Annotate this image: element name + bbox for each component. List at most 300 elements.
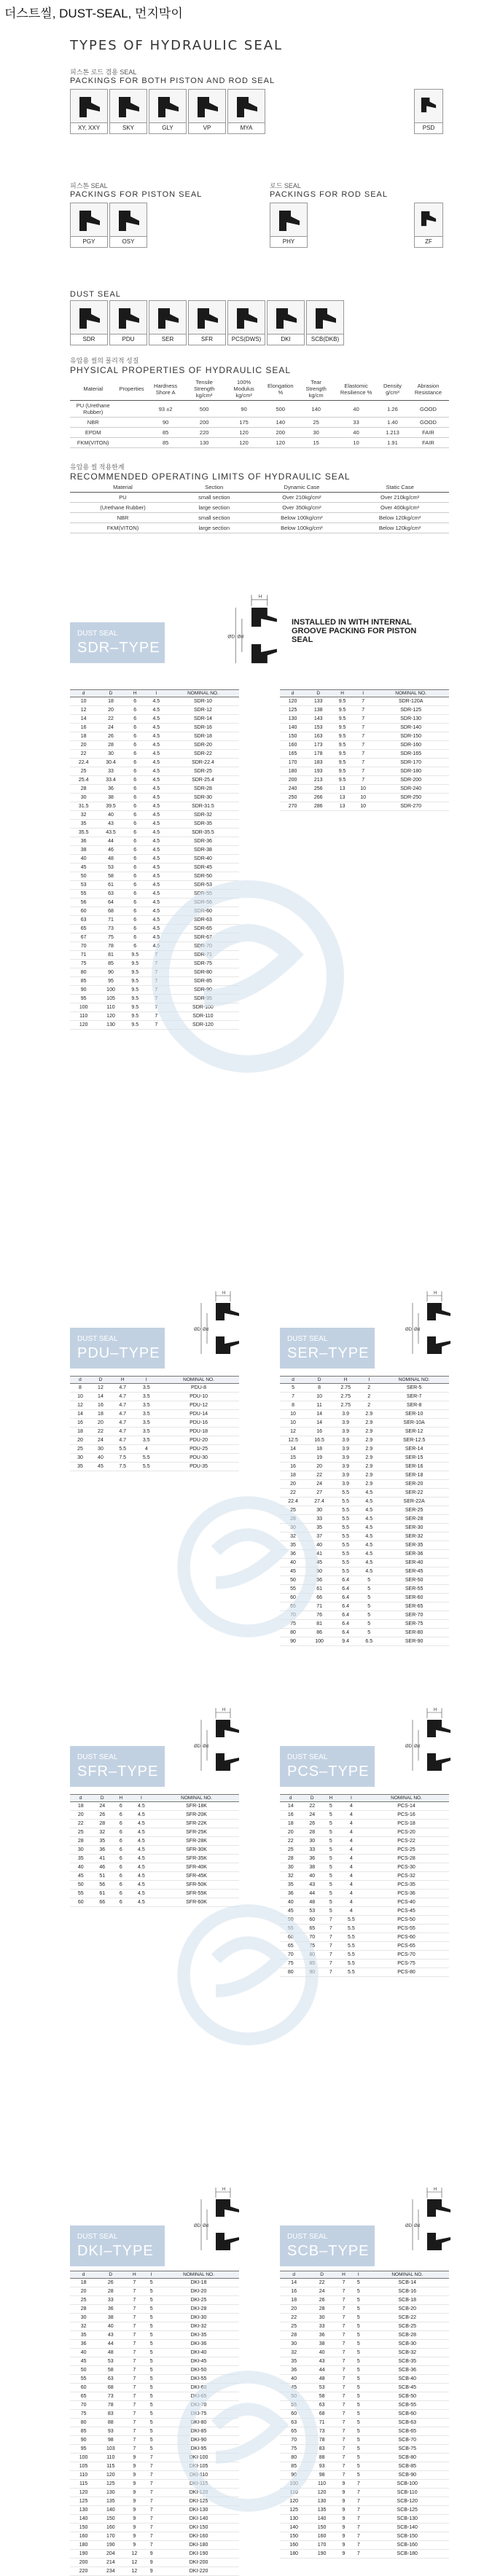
table-cell: 2.9 <box>359 1463 379 1471</box>
table-cell <box>116 438 147 448</box>
table-cell: NBR <box>70 513 176 523</box>
table-cell: 140 <box>280 2524 308 2532</box>
table-cell: 22 <box>70 1820 91 1828</box>
table-cell: 9.5 <box>125 951 146 960</box>
table-cell: 140 <box>297 401 335 418</box>
table-row <box>280 1393 449 1401</box>
table-cell: 7 <box>124 2357 144 2366</box>
table-cell: SER-30 <box>379 1524 449 1532</box>
table-cell: 80 <box>70 2419 97 2427</box>
column-header: D <box>97 690 124 697</box>
table-cell: DKI-32 <box>158 2322 239 2331</box>
dust-thumbs <box>70 300 344 345</box>
column-header: Density g/cm³ <box>378 377 407 401</box>
table-cell: 90 <box>70 986 97 995</box>
table-cell: 5 <box>323 1881 339 1890</box>
table-cell: 20 <box>280 1828 301 1837</box>
table-cell: 30 <box>70 1454 90 1463</box>
sfr-banner-small: DUST SEAL <box>77 1753 118 1761</box>
table-cell: 4.5 <box>146 829 167 837</box>
sfr-banner-big: SFR–TYPE <box>77 1763 159 1780</box>
table-cell: 4.7 <box>111 1410 135 1419</box>
table-cell: 75 <box>97 933 124 942</box>
table-cell: 4.5 <box>146 855 167 864</box>
table-cell: DKI-35 <box>158 2331 239 2340</box>
table-cell: 6.4 <box>332 1620 359 1629</box>
table-cell: 6 <box>125 907 146 916</box>
table-cell: SDR-130 <box>372 715 449 724</box>
table-cell: 11 <box>306 1401 332 1410</box>
table-cell: 25 <box>297 418 335 428</box>
table-cell: 7 <box>144 2454 158 2462</box>
table-cell: 28 <box>70 1837 91 1846</box>
table-cell: SER-5 <box>379 1384 449 1393</box>
table-cell: SDR-95 <box>167 995 239 1003</box>
table-cell: 7 <box>124 2331 144 2340</box>
table-cell: 9.5 <box>125 1021 146 1030</box>
table-header-row <box>280 1795 449 1802</box>
table-cell: 18 <box>70 1428 90 1436</box>
table-cell: 40 <box>280 1898 301 1907</box>
table-cell: 60 <box>280 1933 301 1942</box>
table-cell: 25 <box>280 1506 306 1515</box>
table-cell: 30 <box>306 1506 332 1515</box>
table-cell: 130 <box>70 2506 97 2515</box>
table-cell: 7 <box>124 2392 144 2401</box>
table-cell: 58 <box>97 872 124 881</box>
table-cell: 140 <box>70 2515 97 2524</box>
table-cell: 6.4 <box>332 1611 359 1620</box>
table-cell: 125 <box>70 2497 97 2506</box>
table-cell: SDR-25 <box>167 767 239 776</box>
table-cell: 45 <box>280 1567 306 1576</box>
table-cell: 234 <box>97 2567 124 2576</box>
limits-kr: 유압용 씰 적용한계 <box>70 463 125 471</box>
pdu-banner <box>70 1328 165 1369</box>
table-cell: 5 <box>351 2471 365 2480</box>
table-cell: 16 <box>280 1463 306 1471</box>
table-cell: DKI-18 <box>158 2279 239 2287</box>
table-cell: SDR-160 <box>372 741 449 750</box>
table-cell: 7 <box>336 2427 351 2436</box>
table-cell: 45 <box>70 864 97 872</box>
table-cell: 5 <box>144 2375 158 2384</box>
table-cell: 130 <box>97 2489 124 2497</box>
table-cell: 9.5 <box>125 968 146 977</box>
table-cell: 78 <box>97 942 124 951</box>
table-cell: SFR-25K <box>154 1828 239 1837</box>
table-cell: 30 <box>280 2340 308 2349</box>
table-cell: 35 <box>91 1837 112 1846</box>
table-cell: 4.5 <box>146 907 167 916</box>
table-row <box>70 2287 239 2296</box>
dki-banner <box>70 2225 165 2266</box>
table-cell: 6 <box>125 776 146 785</box>
table-cell: 5 <box>359 1585 379 1594</box>
table-row <box>70 776 239 785</box>
table-cell: 7 <box>336 2436 351 2445</box>
table-cell: PDU-8 <box>158 1384 239 1393</box>
table-row <box>70 2279 239 2287</box>
table-cell: SDR-28 <box>167 785 239 794</box>
table-row <box>70 1811 239 1820</box>
scb-banner-big: SCB–TYPE <box>287 2243 370 2259</box>
seal-thumb-label: SER <box>149 334 186 345</box>
table-cell: SDR-270 <box>372 802 449 811</box>
table-cell: 30 <box>70 2314 97 2322</box>
table-cell: 7 <box>336 2322 351 2331</box>
table-cell: DKI-110 <box>158 2471 239 2480</box>
svg-text:H: H <box>434 2188 437 2192</box>
table-row <box>70 1410 239 1419</box>
column-header: Tear Strength kg/cm <box>297 377 335 401</box>
seal-thumb-label: MYA <box>228 122 265 133</box>
table-cell: 30 <box>280 1863 301 1872</box>
table-cell: 9 <box>336 2480 351 2489</box>
table-cell: 120 <box>280 697 305 706</box>
table-cell: 5 <box>144 2287 158 2296</box>
table-cell: DKI-85 <box>158 2427 239 2436</box>
table-row <box>280 767 449 776</box>
table-cell: 7.5 <box>111 1454 135 1463</box>
table-cell: 30 <box>297 428 335 438</box>
table-cell: 43 <box>308 2357 335 2366</box>
table-cell: 18 <box>90 1410 111 1419</box>
table-cell: 6 <box>125 794 146 802</box>
table-cell: 9.5 <box>331 715 354 724</box>
table-cell: 4.5 <box>146 706 167 715</box>
table-cell: 90 <box>147 418 184 428</box>
table-cell: 6 <box>125 890 146 899</box>
table-cell: 9 <box>336 2506 351 2515</box>
table-cell: SER-50 <box>379 1576 449 1585</box>
table-cell: SCB-80 <box>365 2454 449 2462</box>
table-row <box>280 1802 449 1811</box>
table-cell: 95 <box>70 995 97 1003</box>
table-cell: 10 <box>354 802 372 811</box>
table-cell: 18 <box>70 732 97 741</box>
table-cell: 2.9 <box>359 1471 379 1480</box>
table-cell: DKI-70 <box>158 2401 239 2410</box>
table-cell: 240 <box>280 785 305 794</box>
column-header: Material <box>70 377 116 401</box>
table-cell: 2.9 <box>359 1428 379 1436</box>
table-cell: 120 <box>225 438 264 448</box>
table-row <box>70 1436 239 1445</box>
table-cell: 40 <box>301 1872 322 1881</box>
table-cell: 4.5 <box>146 776 167 785</box>
table-row <box>280 741 449 750</box>
table-cell: 5.5 <box>332 1489 359 1498</box>
table-cell: 5 <box>280 1384 306 1393</box>
table-cell: PCS-70 <box>364 1951 449 1960</box>
seal-thumb-label: ZF <box>415 236 442 247</box>
table-cell: 30 <box>301 1837 322 1846</box>
table-cell: SDR-50 <box>167 872 239 881</box>
table-cell: 9.5 <box>125 986 146 995</box>
table-cell: 193 <box>305 767 331 776</box>
table-cell: 140 <box>308 2515 335 2524</box>
table-cell: 90 <box>97 968 124 977</box>
table-cell: 160 <box>70 2532 97 2541</box>
table-cell: PDU-10 <box>158 1393 239 1401</box>
pcs-drawing <box>398 1705 456 1785</box>
column-header: 100% Modulus kg/cm² <box>225 377 264 401</box>
table-row <box>70 1855 239 1863</box>
table-cell: 6 <box>113 1855 129 1863</box>
watermark-logo-icon <box>168 2361 328 2525</box>
both-section-header <box>70 67 275 85</box>
table-cell: 35 <box>70 1463 90 1471</box>
table-cell: 120 <box>70 2489 97 2497</box>
table-cell: 7 <box>124 2340 144 2349</box>
table-cell: EPDM <box>70 428 116 438</box>
table-cell: 6 <box>125 916 146 925</box>
table-cell: SER-14 <box>379 1445 449 1454</box>
table-cell: 6.4 <box>332 1585 359 1594</box>
table-cell: 6 <box>125 899 146 907</box>
table-cell: 5 <box>359 1602 379 1611</box>
table-cell: 4.5 <box>129 1820 154 1828</box>
table-row <box>280 1436 449 1445</box>
pdu-wrap <box>70 1376 239 1471</box>
table-cell: 25 <box>280 2322 308 2331</box>
table-cell: 7 <box>354 776 372 785</box>
table-cell: 7 <box>323 1968 339 1977</box>
table-cell: 4.5 <box>129 1846 154 1855</box>
table-cell: 150 <box>97 2515 124 2524</box>
table-cell: 9 <box>144 2550 158 2559</box>
column-header: d <box>70 1795 91 1802</box>
table-cell: 7 <box>323 1925 339 1933</box>
table-header-row <box>280 1377 449 1384</box>
table-cell: 44 <box>97 837 124 846</box>
table-cell: 7 <box>144 2497 158 2506</box>
column-header: d <box>280 690 305 697</box>
table-cell: 36 <box>91 1846 112 1855</box>
svg-text:Ød: Ød <box>237 634 244 640</box>
both-thumbs <box>70 89 265 134</box>
table-cell: 20 <box>90 1419 111 1428</box>
seal-profile-icon <box>276 208 302 234</box>
table-cell: SDR-53 <box>167 881 239 890</box>
svg-text:Ød: Ød <box>203 2224 209 2228</box>
zf-thumb-holder <box>414 203 443 248</box>
table-cell: 14 <box>306 1410 332 1419</box>
table-row <box>280 802 449 811</box>
pdu-table <box>70 1376 239 1471</box>
table-cell: 4 <box>339 1846 364 1855</box>
table-cell: SFR-18K <box>154 1802 239 1811</box>
seal-profile-icon <box>155 94 182 120</box>
seal-profile-icon <box>234 94 260 120</box>
table-cell: SER-28 <box>379 1515 449 1524</box>
limits-header <box>70 462 351 482</box>
table-cell: 9.5 <box>125 995 146 1003</box>
table-cell: SDR-67 <box>167 933 239 942</box>
table-cell: 5 <box>144 2340 158 2349</box>
table-row <box>70 428 449 438</box>
table-cell: 20 <box>70 2287 97 2296</box>
sdr-install-note: INSTALLED IN WITH INTERNAL GROOVE PACKING FOR PISTON SEAL <box>292 618 417 644</box>
table-row <box>70 2532 239 2541</box>
table-cell: 7 <box>323 1916 339 1925</box>
piston-thumbs <box>70 203 147 248</box>
table-cell: 37 <box>306 1532 332 1541</box>
table-cell: 115 <box>70 2480 97 2489</box>
table-cell: 7 <box>351 2497 365 2506</box>
table-row <box>280 2296 449 2305</box>
table-cell: 2.9 <box>359 1410 379 1419</box>
svg-text:ØD: ØD <box>194 1328 200 1332</box>
table-cell: 80 <box>70 968 97 977</box>
table-cell: 40 <box>97 2322 124 2331</box>
table-cell: 7 <box>336 2314 351 2322</box>
table-cell: 9 <box>336 2524 351 2532</box>
table-cell <box>116 418 147 428</box>
table-cell: 7 <box>144 2506 158 2515</box>
table-cell: 5.5 <box>135 1454 159 1463</box>
table-cell: 26 <box>97 732 124 741</box>
table-cell: small section <box>176 493 253 503</box>
table-cell: 7.5 <box>111 1463 135 1471</box>
table-cell: 50 <box>70 1881 91 1890</box>
table-cell: 4.5 <box>359 1489 379 1498</box>
table-cell: large section <box>176 523 253 533</box>
table-cell: 9.5 <box>331 776 354 785</box>
column-header: NOMINAL NO. <box>154 1795 239 1802</box>
table-cell: SCB-125 <box>365 2506 449 2515</box>
seal-thumb-label: OSY <box>110 236 147 247</box>
table-cell: 200 <box>263 428 297 438</box>
table-row <box>70 724 239 732</box>
table-cell: 10 <box>354 785 372 794</box>
table-cell: 100 <box>70 1003 97 1012</box>
table-cell: 7 <box>336 2340 351 2349</box>
table-cell: 75 <box>280 1960 301 1968</box>
table-cell: 6 <box>125 933 146 942</box>
table-cell: 8 <box>280 1401 306 1410</box>
types-title: TYPES OF HYDRAULIC SEAL <box>70 38 284 53</box>
table-cell: SER-15 <box>379 1454 449 1463</box>
seal-thumb <box>414 203 443 248</box>
table-cell: 6 <box>125 697 146 706</box>
table-cell: large section <box>176 503 253 513</box>
table-cell: DKI-200 <box>158 2559 239 2567</box>
table-cell: 256 <box>305 785 331 794</box>
table-cell: PDU-18 <box>158 1428 239 1436</box>
table-cell: 110 <box>70 1012 97 1021</box>
table-cell: 5 <box>323 1811 339 1820</box>
table-cell: 12 <box>124 2550 144 2559</box>
table-cell: 190 <box>97 2541 124 2550</box>
seal-thumb <box>149 89 187 134</box>
table-row <box>280 2331 449 2340</box>
piston-section-header <box>70 181 202 199</box>
table-cell: 7 <box>336 2375 351 2384</box>
pdu-drawing <box>187 1288 245 1369</box>
table-row <box>70 759 239 767</box>
table-cell: 36 <box>97 785 124 794</box>
table-cell: 4.5 <box>146 724 167 732</box>
table-cell <box>116 428 147 438</box>
table-cell: 12 <box>280 1428 306 1436</box>
table-cell: DKI-160 <box>158 2532 239 2541</box>
table-cell: 100 <box>97 986 124 995</box>
table-cell: 55 <box>70 890 97 899</box>
table-header-row <box>70 377 449 401</box>
table-row <box>280 776 449 785</box>
table-cell: 5.5 <box>339 1916 364 1925</box>
table-cell: 4.5 <box>146 837 167 846</box>
table-cell: 150 <box>280 2532 308 2541</box>
table-cell: 5 <box>323 1872 339 1881</box>
table-row <box>280 732 449 741</box>
table-cell: 110 <box>308 2480 335 2489</box>
table-cell: 7 <box>144 2480 158 2489</box>
table-cell: 18 <box>97 697 124 706</box>
svg-text:H: H <box>434 1708 437 1712</box>
table-row <box>280 1471 449 1480</box>
table-cell: 40 <box>280 1559 306 1567</box>
watermark-logo-icon <box>138 867 357 1089</box>
table-row <box>280 2279 449 2287</box>
table-cell: 75 <box>70 2410 97 2419</box>
table-row <box>280 2305 449 2314</box>
table-cell: 5.5 <box>332 1550 359 1559</box>
table-cell: 36 <box>97 2305 124 2314</box>
table-cell: 6 <box>125 785 146 794</box>
table-cell: 7 <box>336 2384 351 2392</box>
table-cell: 81 <box>97 951 124 960</box>
table-cell: 9.5 <box>125 1012 146 1021</box>
table-cell: 4.7 <box>111 1419 135 1428</box>
table-cell: 44 <box>97 2340 124 2349</box>
table-cell: 36 <box>280 1550 306 1559</box>
table-cell: 4.5 <box>129 1898 154 1907</box>
table-cell: 3.5 <box>135 1401 159 1410</box>
table-cell: SER-22A <box>379 1498 449 1506</box>
table-cell: Below 100kg/cm² <box>253 523 351 533</box>
table-cell: 7 <box>354 767 372 776</box>
table-row <box>280 1463 449 1471</box>
column-header: NOMINAL NO. <box>364 1795 449 1802</box>
table-cell: PDU-30 <box>158 1454 239 1463</box>
table-cell: SER-75 <box>379 1620 449 1629</box>
table-cell: 20 <box>70 1436 90 1445</box>
table-cell: 40 <box>97 811 124 820</box>
table-cell: 9.5 <box>125 960 146 968</box>
table-cell: 22 <box>306 1471 332 1480</box>
table-cell: DKI-115 <box>158 2480 239 2489</box>
table-cell: 1.91 <box>378 438 407 448</box>
table-cell: DKI-20 <box>158 2287 239 2296</box>
table-cell: 7 <box>124 2296 144 2305</box>
table-cell: 55 <box>280 1585 306 1594</box>
table-cell: 14 <box>280 2279 308 2287</box>
table-cell: SDR-18 <box>167 732 239 741</box>
table-cell: 7 <box>354 759 372 767</box>
table-cell: SDR-71 <box>167 951 239 960</box>
table-cell: 9 <box>124 2480 144 2489</box>
table-cell: 9 <box>124 2471 144 2480</box>
table-cell: 7 <box>146 960 167 968</box>
column-header: I <box>354 690 372 697</box>
table-cell: 6.5 <box>359 1637 379 1646</box>
table-cell: SDR-10 <box>167 697 239 706</box>
table-cell: 160 <box>97 2524 124 2532</box>
table-cell: 32 <box>280 1872 301 1881</box>
